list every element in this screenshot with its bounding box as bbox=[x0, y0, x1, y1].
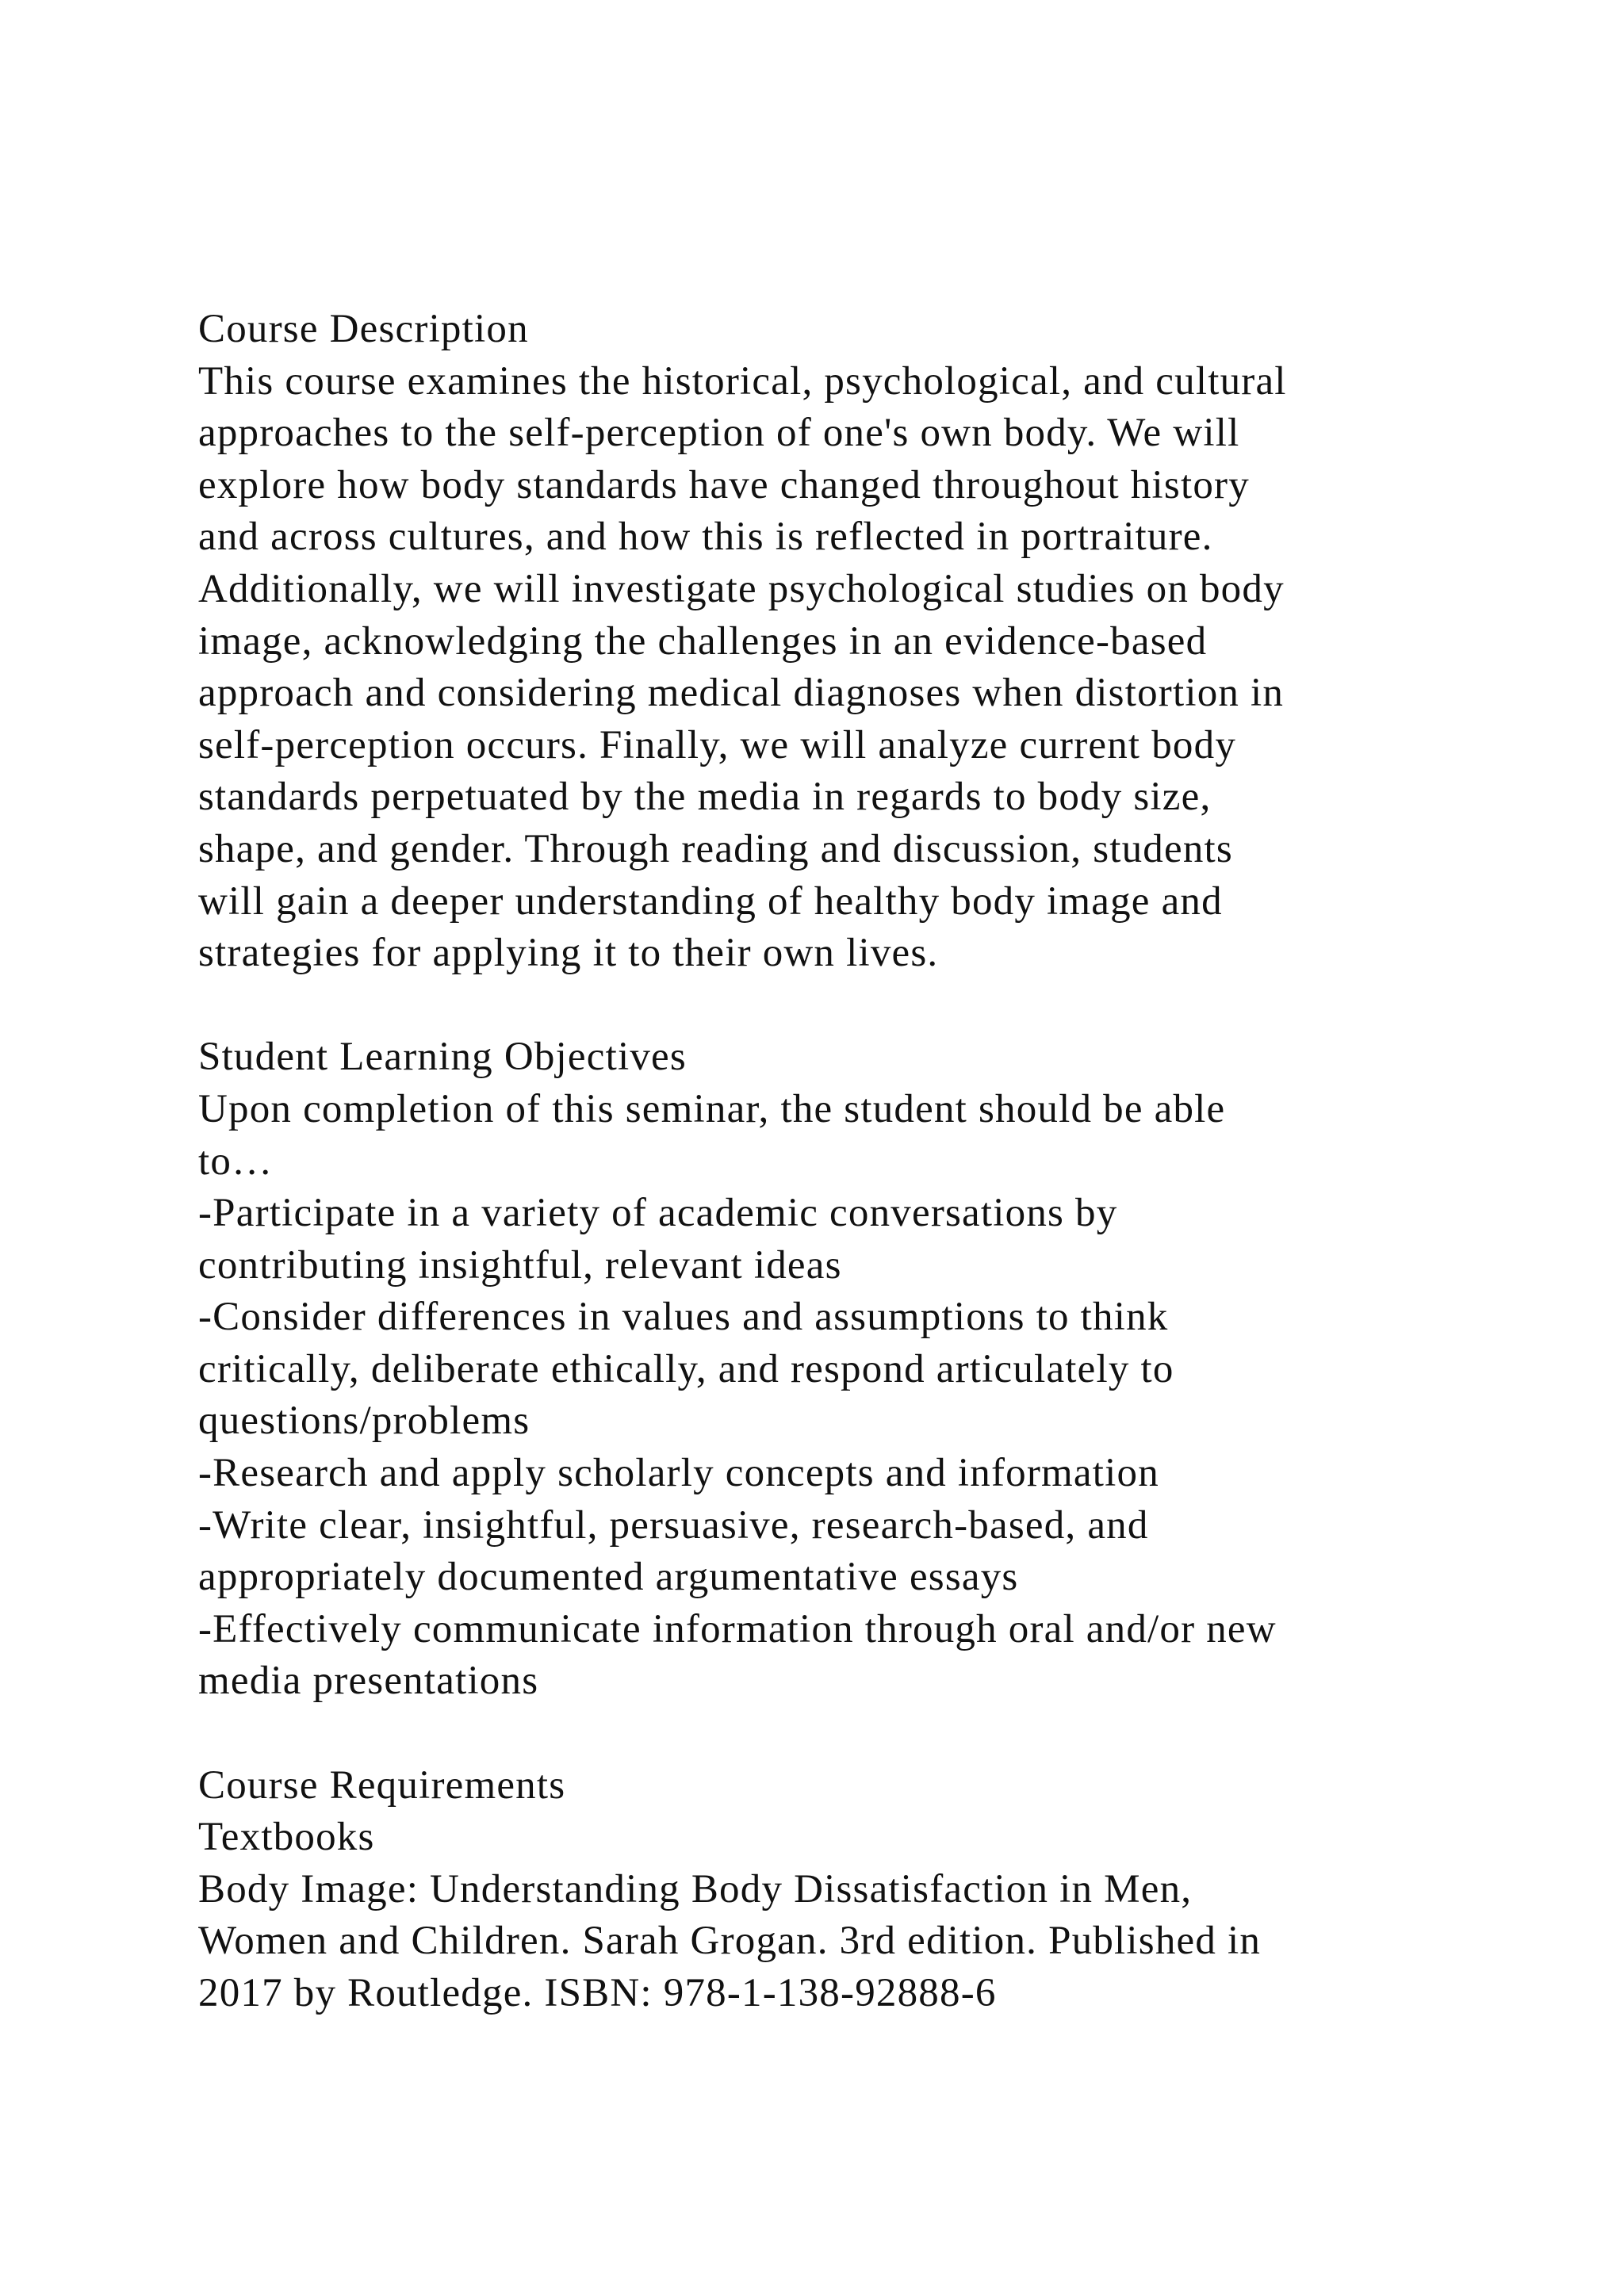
section-spacer bbox=[198, 980, 1467, 1032]
document-page bbox=[198, 304, 1467, 2020]
section-heading: Student Learning Objectives bbox=[198, 1035, 687, 1080]
objective-line: -Effectively communicate information through oral and/or new bbox=[198, 1606, 1277, 1651]
objective-line: critically, deliberate ethically, and respond articulately to bbox=[198, 1346, 1174, 1391]
paragraph-line: explore how body standards have changed throughout history bbox=[198, 462, 1250, 507]
objective-line: -Write clear, insightful, persuasive, research-based, and bbox=[198, 1502, 1149, 1548]
objective-line: questions/problems bbox=[198, 1399, 530, 1444]
section-heading: Course Description bbox=[198, 307, 529, 351]
paragraph-line: image, acknowledging the challenges in an evidence-based bbox=[198, 618, 1208, 664]
section-learning-objectives bbox=[198, 1031, 1467, 1708]
section-course-description bbox=[198, 304, 1467, 980]
textbook-citation-line: Body Image: Understanding Body Dissatisfaction in Men, bbox=[198, 1866, 1193, 1911]
paragraph-line: Additionally, we will investigate psychological studies on body bbox=[198, 566, 1285, 611]
paragraph-line: will gain a deeper understanding of healthy body image and bbox=[198, 878, 1223, 924]
paragraph-line: strategies for applying it to their own lives. bbox=[198, 931, 939, 976]
objective-line: contributing insightful, relevant ideas bbox=[198, 1242, 842, 1288]
paragraph-line: self-perception occurs. Finally, we will analyze current body bbox=[198, 722, 1237, 767]
paragraph-line: approaches to the self-perception of one's own body. We will bbox=[198, 411, 1240, 456]
objective-line: media presentations bbox=[198, 1659, 539, 1704]
objective-line: -Participate in a variety of academic conversations by bbox=[198, 1191, 1118, 1236]
section-heading: Course Requirements bbox=[198, 1762, 566, 1808]
subheading-textbooks: Textbooks bbox=[198, 1815, 375, 1860]
paragraph-line: This course examines the historical, psychological, and cultural bbox=[198, 358, 1287, 404]
objective-line: appropriately documented argumentative essays bbox=[198, 1555, 1019, 1600]
paragraph-line: standards perpetuated by the media in regards to body size, bbox=[198, 775, 1212, 820]
objective-line: -Research and apply scholarly concepts and information bbox=[198, 1451, 1159, 1496]
paragraph-line: shape, and gender. Through reading and discussion, students bbox=[198, 826, 1233, 871]
paragraph-line: approach and considering medical diagnoses when distortion in bbox=[198, 671, 1285, 716]
textbook-citation-line: Women and Children. Sarah Grogan. 3rd edition. Published in bbox=[198, 1919, 1262, 1964]
section-course-requirements bbox=[198, 1760, 1467, 2020]
section-spacer bbox=[198, 1708, 1467, 1760]
objective-line: -Consider differences in values and assumptions to think bbox=[198, 1295, 1169, 1340]
textbook-citation-line: 2017 by Routledge. ISBN: 978-1-138-92888-6 bbox=[198, 1971, 997, 2015]
paragraph-line: to… bbox=[198, 1138, 274, 1184]
paragraph-line: and across cultures, and how this is reflected in portraiture. bbox=[198, 515, 1213, 560]
paragraph-line: Upon completion of this seminar, the student should be able bbox=[198, 1086, 1226, 1131]
